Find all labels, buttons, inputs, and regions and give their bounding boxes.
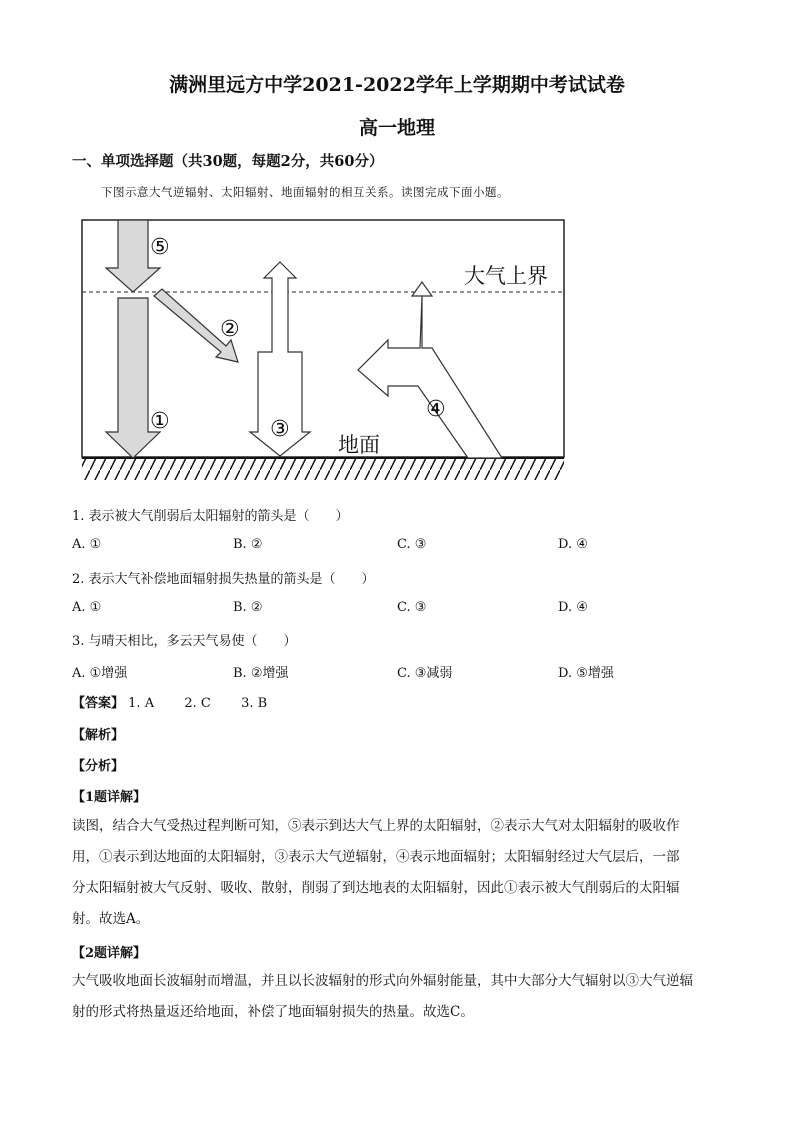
q2-detail-heading: 【2题详解】: [72, 946, 147, 961]
question-3-option-b[interactable]: B. ②增强: [233, 666, 289, 681]
answer-label: 【答案】: [72, 696, 125, 711]
answer-item-2: 2. C: [184, 696, 211, 711]
section-heading: 一、单项选择题（共30题，每题2分，共60分）: [72, 153, 384, 170]
q1-detail-line: 读图，结合大气受热过程判断可知，⑤表示到达大气上界的太阳辐射，②表示大气对太阳辐射的吸收作: [72, 818, 680, 834]
subject-title: 高一地理: [358, 117, 435, 139]
q2-detail-line: 大气吸收地面长波辐射而增温，并且以长波辐射的形式向外辐射能量，其中大部分大气辐射以③大气逆辐: [72, 973, 693, 989]
radiation-diagram: [70, 210, 580, 492]
question-1-stem: 1. 表示被大气削弱后太阳辐射的箭头是（ ）: [72, 509, 349, 524]
q2-detail-line: 射的形式将热量返还给地面，补偿了地面辐射损失的热量。故选C。: [72, 1004, 474, 1020]
arrow-label-5: ⑤: [150, 235, 170, 260]
question-intro: 下图示意大气逆辐射、太阳辐射、地面辐射的相互关系。读图完成下面小题。: [101, 185, 509, 199]
answer-row: [72, 692, 267, 711]
q2-detail-text: [72, 966, 722, 1028]
arrow-label-4: ④: [426, 397, 446, 422]
q1-detail-line: 分太阳辐射被大气反射、吸收、散射，削弱了到达地表的太阳辐射，因此①表示被大气削弱后的太阳辐: [72, 880, 680, 896]
question-3-stem: 3. 与晴天相比，多云天气易使（ ）: [72, 634, 297, 649]
question-1-option-c[interactable]: C. ③: [397, 537, 427, 552]
question-3-option-c[interactable]: C. ③减弱: [397, 666, 453, 681]
q1-detail-line: 用，①表示到达地面的太阳辐射，③表示大气逆辐射，④表示地面辐射；太阳辐射经过大气层后，一部: [72, 849, 680, 865]
question-2-option-c[interactable]: C. ③: [397, 600, 427, 615]
question-3-option-d[interactable]: D. ⑤增强: [558, 666, 614, 681]
arrow-label-3: ③: [270, 417, 290, 442]
ground-hatch: [82, 458, 564, 480]
q1-detail-line: 射。故选A。: [72, 911, 150, 927]
exam-title: 满洲里远方中学2021-2022学年上学期期中考试试卷: [169, 74, 625, 96]
ground-label: 地面: [338, 433, 380, 457]
fenxi-label: 【分析】: [72, 759, 125, 774]
question-2-stem: 2. 表示大气补偿地面辐射损失热量的箭头是（ ）: [72, 572, 375, 587]
q1-detail-text: [72, 811, 722, 935]
answer-item-1: 1. A: [128, 696, 155, 711]
question-1-option-b[interactable]: B. ②: [233, 537, 263, 552]
question-1-option-a[interactable]: A. ①: [72, 537, 102, 552]
jiexi-label: 【解析】: [72, 728, 125, 743]
arrow-label-1: ①: [150, 409, 170, 434]
question-2-option-d[interactable]: D. ④: [558, 600, 588, 615]
question-1-option-d[interactable]: D. ④: [558, 537, 588, 552]
question-3-option-a[interactable]: A. ①增强: [72, 666, 128, 681]
atmosphere-label: 大气上界: [464, 264, 548, 288]
question-2-option-b[interactable]: B. ②: [233, 600, 263, 615]
arrow-label-2: ②: [220, 317, 240, 342]
answer-item-3: 3. B: [241, 696, 268, 711]
question-2-option-a[interactable]: A. ①: [72, 600, 102, 615]
q1-detail-heading: 【1题详解】: [72, 790, 147, 805]
